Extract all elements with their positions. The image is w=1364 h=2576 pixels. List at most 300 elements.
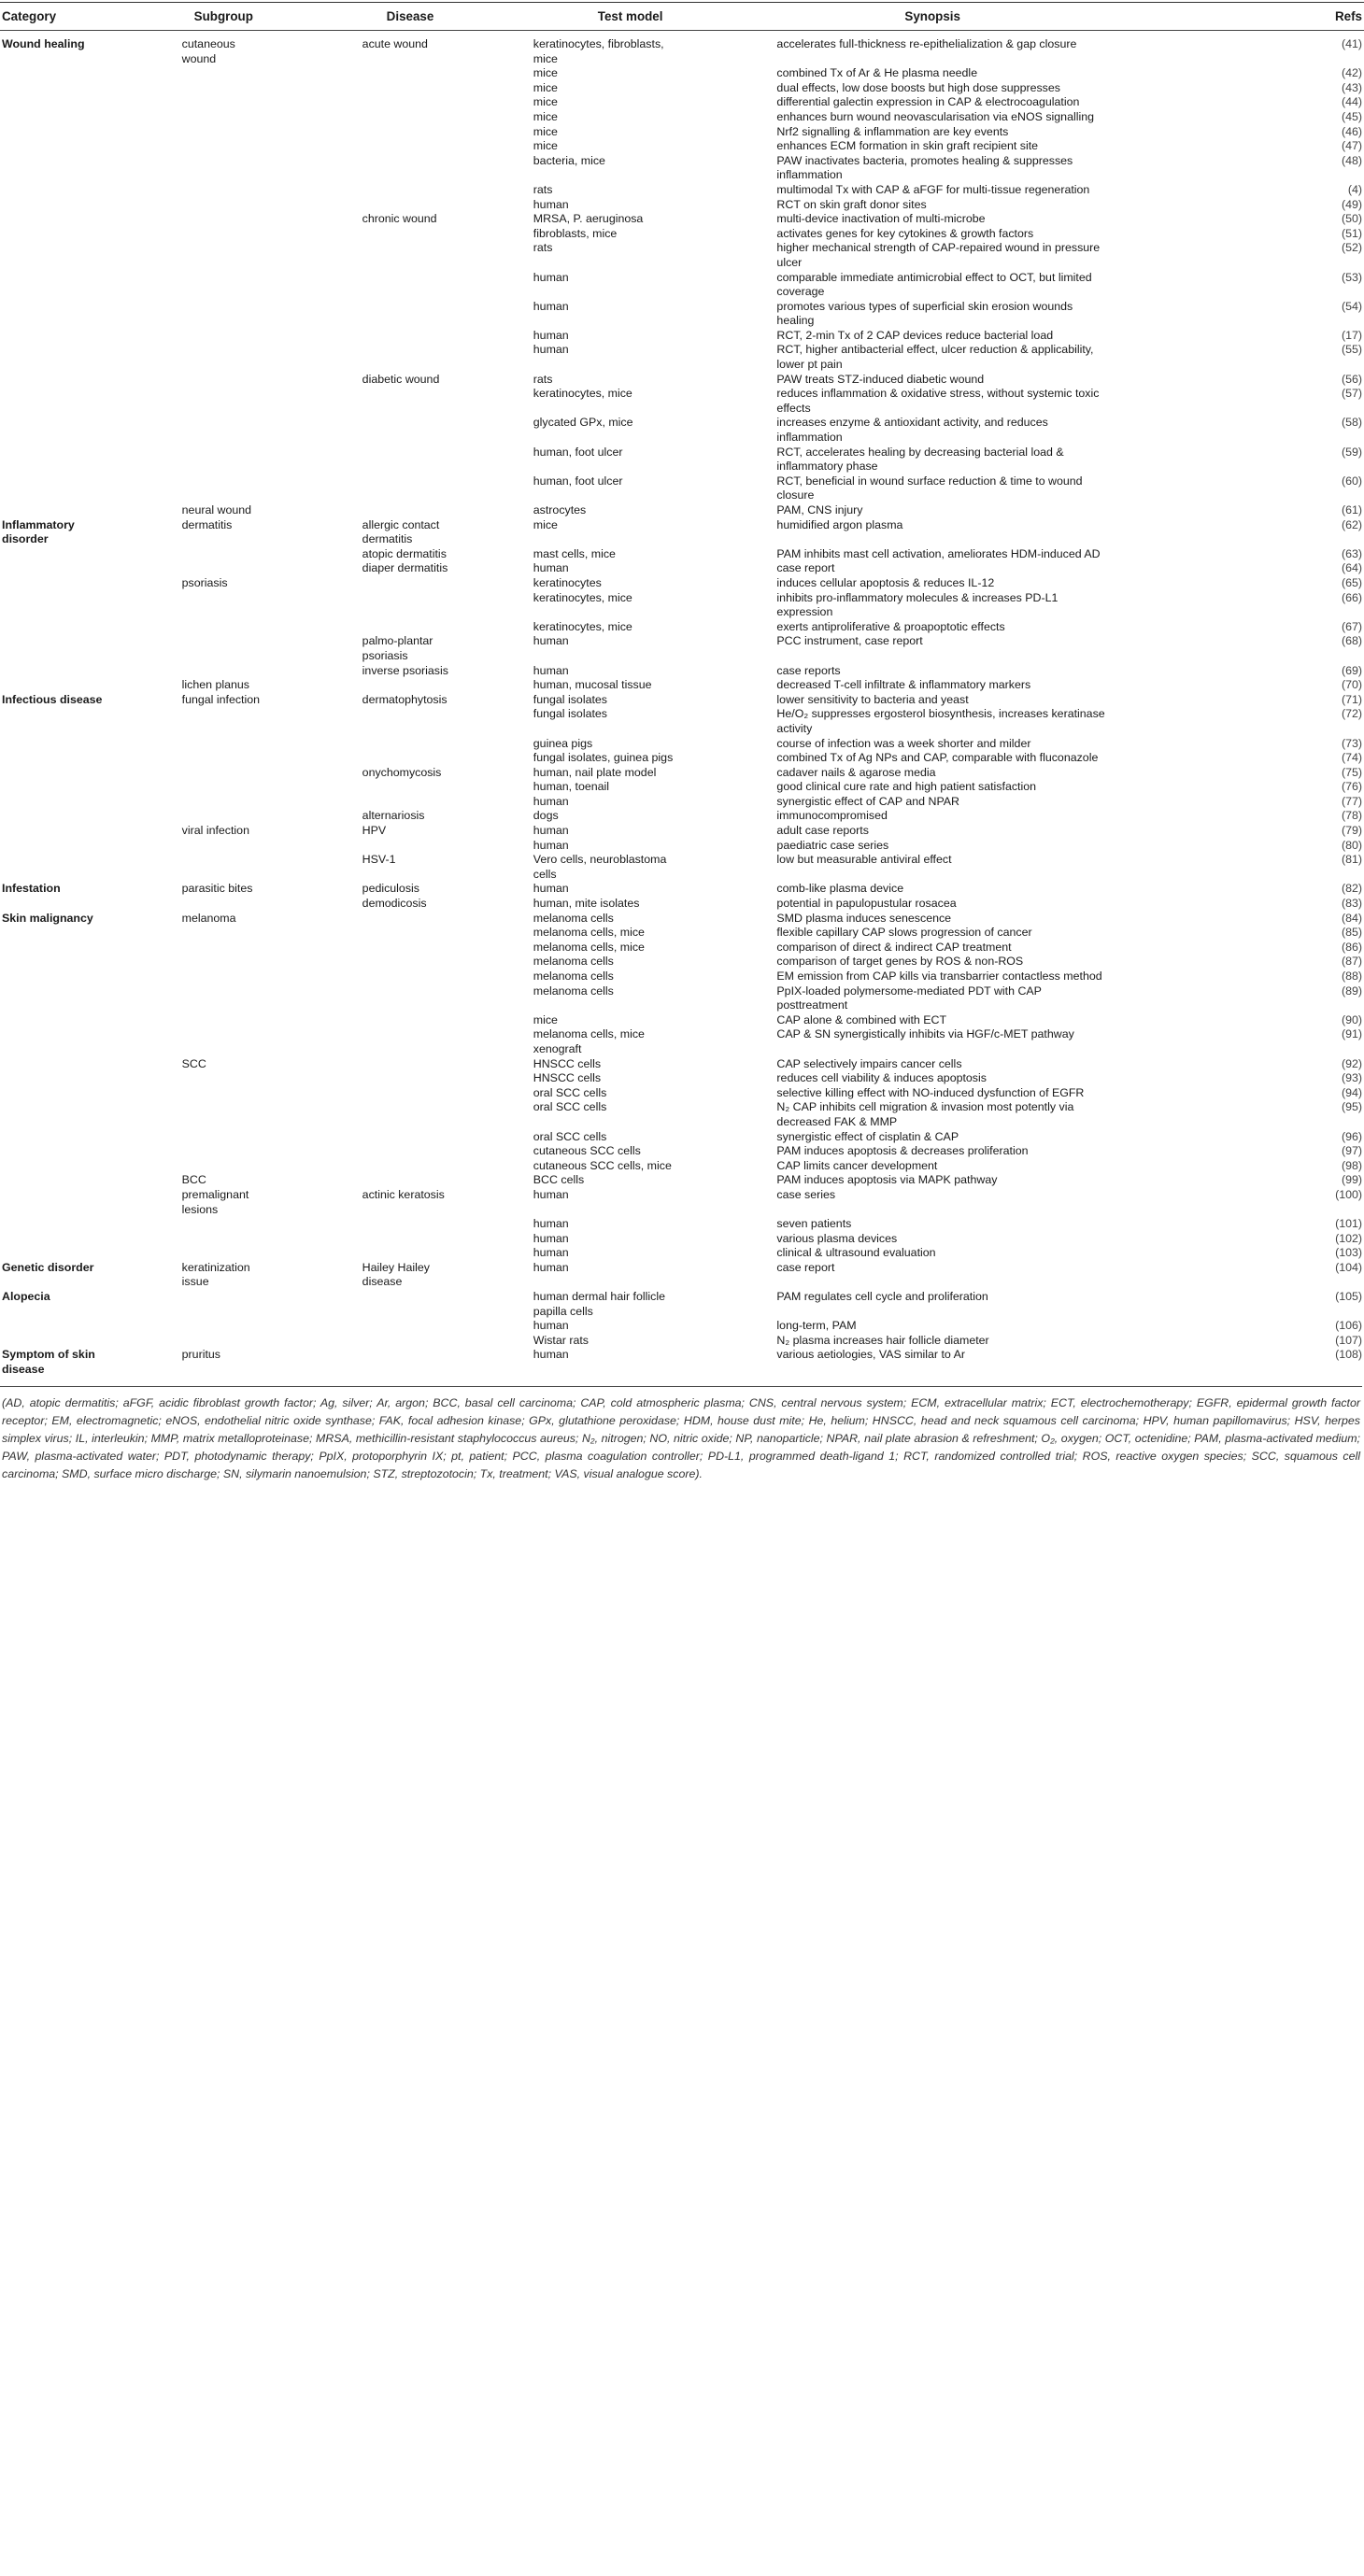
refs-cell: (73) <box>1341 736 1362 750</box>
subgroup-cell: pruritus <box>181 1348 220 1362</box>
table-row <box>0 518 1364 547</box>
refs-cell: (67) <box>1341 619 1362 633</box>
table-row <box>0 824 1364 839</box>
refs-cell: (64) <box>1341 561 1362 575</box>
disease-cell <box>362 941 533 955</box>
subgroup-cell <box>182 707 362 736</box>
test-model-cell: guinea pigs <box>533 736 593 750</box>
subgroup-cell <box>182 809 362 824</box>
synopsis-cell: comparable immediate antimicrobial effect to OCT, but limited coverage <box>776 270 1092 299</box>
test-model-cell: melanoma cells, mice <box>533 940 645 954</box>
category-cell <box>0 678 182 693</box>
subgroup-cell: parasitic bites <box>181 882 253 896</box>
disease-cell <box>362 1130 533 1145</box>
category-cell <box>0 897 182 912</box>
table-row <box>0 343 1364 372</box>
category-cell <box>0 1057 182 1072</box>
disease-cell <box>362 1027 533 1056</box>
subgroup-cell <box>182 1159 362 1174</box>
refs-cell: (93) <box>1341 1071 1362 1085</box>
table-row <box>0 839 1364 854</box>
table-row <box>0 707 1364 736</box>
test-model-cell: melanoma cells <box>533 955 614 969</box>
table-row <box>0 1334 1364 1349</box>
synopsis-cell: increases enzyme & antioxidant activity, and reduces inflammation <box>776 416 1048 445</box>
disease-cell <box>362 1013 533 1028</box>
refs-cell: (54) <box>1341 299 1362 313</box>
subgroup-cell: neural wound <box>181 503 252 517</box>
subgroup-cell <box>182 373 362 388</box>
table-row <box>0 1246 1364 1261</box>
disease-cell <box>362 1290 533 1319</box>
category-cell <box>0 81 182 96</box>
test-model-cell: human <box>533 1187 569 1201</box>
synopsis-cell: case series <box>776 1187 836 1201</box>
category-cell <box>0 373 182 388</box>
test-model-cell: human <box>533 1319 569 1333</box>
refs-cell: (74) <box>1341 751 1362 765</box>
table-row <box>0 1100 1364 1129</box>
synopsis-cell: PAM induces apoptosis & decreases proliferation <box>776 1144 1029 1158</box>
subgroup-cell <box>182 110 362 125</box>
disease-cell <box>362 1348 533 1383</box>
disease-cell: HPV <box>362 824 387 838</box>
test-model-cell: human <box>533 1348 569 1362</box>
disease-cell <box>362 387 533 416</box>
refs-cell: (96) <box>1341 1129 1362 1143</box>
subgroup-cell <box>182 125 362 140</box>
category-cell: Infestation <box>2 882 61 896</box>
table-row <box>0 664 1364 679</box>
synopsis-cell: PCC instrument, case report <box>776 634 923 648</box>
category-cell: Symptom of skin disease <box>2 1348 95 1377</box>
test-model-cell: HNSCC cells <box>533 1056 602 1070</box>
refs-cell: (105) <box>1335 1290 1362 1304</box>
table-row <box>0 387 1364 416</box>
table-row <box>0 474 1364 503</box>
refs-cell: (77) <box>1341 794 1362 808</box>
test-model-cell: fungal isolates <box>533 707 607 721</box>
category-cell <box>0 1144 182 1159</box>
test-model-cell: melanoma cells <box>533 911 614 925</box>
category-cell <box>0 1217 182 1232</box>
refs-cell: (47) <box>1341 139 1362 153</box>
test-model-cell: oral SCC cells <box>533 1085 607 1099</box>
table-row <box>0 31 1364 67</box>
refs-cell: (86) <box>1341 940 1362 954</box>
synopsis-cell: CAP alone & combined with ECT <box>776 1012 947 1026</box>
subgroup-cell <box>182 795 362 810</box>
subgroup-cell <box>182 387 362 416</box>
refs-cell: (46) <box>1341 124 1362 138</box>
subgroup-cell <box>182 1290 362 1319</box>
category-cell <box>0 795 182 810</box>
table-row <box>0 984 1364 1013</box>
table-row <box>0 678 1364 693</box>
subgroup-cell: keratinization issue <box>181 1260 250 1289</box>
subgroup-cell <box>182 1144 362 1159</box>
refs-cell: (70) <box>1341 678 1362 692</box>
synopsis-cell: PAM inhibits mast cell activation, ameliorates HDM-induced AD <box>776 546 1101 560</box>
category-cell <box>0 809 182 824</box>
test-model-cell: human <box>533 882 569 896</box>
test-model-cell: keratinocytes <box>533 575 602 589</box>
synopsis-cell: RCT, higher antibacterial effect, ulcer reduction & applicability, lower pt pain <box>776 343 1094 372</box>
category-cell <box>0 737 182 752</box>
disease-cell <box>362 591 533 620</box>
subgroup-cell <box>182 561 362 576</box>
table-row <box>0 300 1364 329</box>
header-row <box>0 3 1364 31</box>
refs-cell: (63) <box>1341 546 1362 560</box>
subgroup-cell <box>182 139 362 154</box>
table-row <box>0 693 1364 708</box>
refs-cell: (83) <box>1341 897 1362 911</box>
subgroup-cell <box>182 955 362 970</box>
refs-cell: (106) <box>1335 1319 1362 1333</box>
synopsis-cell: exerts antiproliferative & proapoptotic effects <box>776 619 1005 633</box>
table-row <box>0 125 1364 140</box>
test-model-cell: oral SCC cells <box>533 1129 607 1143</box>
subgroup-cell <box>182 591 362 620</box>
synopsis-cell: combined Tx of Ar & He plasma needle <box>776 66 978 80</box>
table-row <box>0 941 1364 955</box>
category-cell <box>0 1027 182 1056</box>
subgroup-cell <box>182 970 362 984</box>
test-model-cell: human <box>533 328 569 342</box>
refs-cell: (85) <box>1341 926 1362 940</box>
test-model-cell: human dermal hair follicle papilla cells <box>533 1290 665 1318</box>
test-model-cell: melanoma cells <box>533 970 614 983</box>
refs-cell: (99) <box>1341 1173 1362 1187</box>
table-row <box>0 561 1364 576</box>
refs-cell: (90) <box>1341 1012 1362 1026</box>
disease-cell: demodicosis <box>362 897 427 911</box>
disease-cell <box>362 737 533 752</box>
disease-cell <box>362 1071 533 1086</box>
disease-cell <box>362 780 533 795</box>
subgroup-cell: premalignant lesions <box>181 1187 249 1216</box>
refs-cell: (59) <box>1341 445 1362 459</box>
refs-cell: (45) <box>1341 109 1362 123</box>
synopsis-cell: PAW treats STZ-induced diabetic wound <box>776 372 985 386</box>
subgroup-cell <box>182 1027 362 1056</box>
refs-cell: (43) <box>1341 80 1362 94</box>
category-cell <box>0 955 182 970</box>
refs-cell: (91) <box>1341 1027 1362 1041</box>
table-row <box>0 1173 1364 1188</box>
disease-cell <box>362 66 533 81</box>
abbreviations-footnote: (AD, atopic dermatitis; aFGF, acidic fibroblast growth factor; Ag, silver; Ar, argon; BCC, basal cell carcinoma; CAP, cold atmospheric plasma; CNS, central nervous system; ECM, extracellular matrix; ECT, electrochemotherapy; EGFR, epidermal growth factor receptor; EM, electromagnetic; eNOS, endothelial nitric oxide synthase; FAK, focal adhesion kinase; GPx, glutathione peroxidase; HDM, house dust mite; He, helium; HNSCC, head and neck squamous cell carcinoma; HPV, human papillomavirus; HSV, herpes simplex virus; IL, interleukin; MMP, matrix metalloproteinase; MRSA, methicillin-resistant staphylococcus aureus; N₂, nitrogen; NO, nitric oxide; NP, nanoparticle; NPAR, nail plate abrasion & refreshment; O₂, oxygen; OCT, octenidine; PAM, plasma-activated medium; PAW, plasma-activated water; PDT, photodynamic therapy; PpIX, protoporphyrin IX; pt, patient; PCC, plasma coagulation controller; PD-L1, programmed death-ligand 1; RCT, randomized controlled trial; ROS, reactive oxygen species; SCC, squamous cell carcinoma; SMD, surface micro discharge; SN, silymarin nanoemulsion; STZ, streptozotocin; Tx, treatment; VAS, visual analogue score). <box>0 1386 1362 1484</box>
subgroup-cell <box>182 66 362 81</box>
subgroup-cell <box>182 329 362 344</box>
test-model-cell: human <box>533 299 569 313</box>
subgroup-cell <box>182 926 362 941</box>
category-cell <box>0 970 182 984</box>
synopsis-cell: reduces inflammation & oxidative stress, without systemic toxic effects <box>776 387 1100 415</box>
table-row <box>0 271 1364 300</box>
disease-cell: palmo-plantar psoriasis <box>362 634 433 662</box>
category-cell <box>0 125 182 140</box>
test-model-cell: Wistar rats <box>533 1333 589 1347</box>
category-cell <box>0 926 182 941</box>
test-model-cell: fibroblasts, mice <box>533 226 618 240</box>
test-model-cell: dogs <box>533 809 559 823</box>
refs-cell: (95) <box>1341 1100 1362 1114</box>
synopsis-cell: potential in papulopustular rosacea <box>776 897 957 911</box>
test-model-cell: mice <box>533 109 558 123</box>
table-row <box>0 110 1364 125</box>
test-model-cell: human, mite isolates <box>533 897 640 911</box>
category-cell <box>0 634 182 663</box>
subgroup-cell <box>182 241 362 270</box>
synopsis-cell: N₂ plasma increases hair follicle diameter <box>776 1333 989 1347</box>
table-row <box>0 882 1364 897</box>
synopsis-cell: case reports <box>776 663 841 677</box>
test-model-cell: human, toenail <box>533 780 610 794</box>
disease-cell <box>362 271 533 300</box>
category-cell <box>0 416 182 445</box>
subgroup-cell <box>182 154 362 183</box>
disease-cell <box>362 183 533 198</box>
test-model-cell: cutaneous SCC cells, mice <box>533 1158 672 1172</box>
test-model-cell: keratinocytes, mice <box>533 619 632 633</box>
synopsis-cell: various plasma devices <box>776 1231 898 1245</box>
disease-cell: pediculosis <box>362 882 419 896</box>
table-row <box>0 1013 1364 1028</box>
test-model-cell: HNSCC cells <box>533 1071 602 1085</box>
category-cell <box>0 212 182 227</box>
category-cell <box>0 561 182 576</box>
test-model-cell: keratinocytes, fibroblasts, mice <box>533 37 664 65</box>
table-row <box>0 1232 1364 1247</box>
subgroup-cell <box>182 1334 362 1349</box>
table-row <box>0 751 1364 766</box>
disease-cell <box>362 984 533 1013</box>
disease-cell: dermatophytosis <box>362 692 448 706</box>
test-model-cell: human <box>533 794 569 808</box>
synopsis-cell: case report <box>776 1260 835 1274</box>
test-model-cell: human <box>533 824 569 838</box>
table-row <box>0 329 1364 344</box>
refs-cell: (79) <box>1341 824 1362 838</box>
subgroup-cell <box>182 1071 362 1086</box>
disease-cell <box>362 1334 533 1349</box>
refs-cell: (101) <box>1335 1217 1362 1231</box>
category-cell <box>0 591 182 620</box>
refs-cell: (94) <box>1341 1085 1362 1099</box>
synopsis-cell: CAP & SN synergistically inhibits via HGF/c-MET pathway <box>776 1027 1074 1041</box>
disease-cell <box>362 620 533 635</box>
test-model-cell: human <box>533 1217 569 1231</box>
synopsis-cell: CAP selectively impairs cancer cells <box>776 1056 962 1070</box>
disease-cell <box>362 678 533 693</box>
table-row <box>0 970 1364 984</box>
disease-cell <box>362 503 533 518</box>
category-cell <box>0 271 182 300</box>
category-cell <box>0 1086 182 1101</box>
synopsis-cell: RCT on skin graft donor sites <box>776 197 927 211</box>
test-model-cell: human <box>533 1231 569 1245</box>
disease-cell <box>362 110 533 125</box>
disease-cell: HSV-1 <box>362 853 396 867</box>
synopsis-cell: good clinical cure rate and high patient satisfaction <box>776 780 1037 794</box>
table-row <box>0 183 1364 198</box>
test-model-cell: human <box>533 663 569 677</box>
test-model-cell: melanoma cells, mice <box>533 926 645 940</box>
disease-cell <box>362 839 533 854</box>
synopsis-cell: paediatric case series <box>776 838 889 852</box>
category-cell <box>0 1319 182 1334</box>
table-row <box>0 1261 1364 1290</box>
subgroup-cell <box>182 1013 362 1028</box>
disease-cell <box>362 1159 533 1174</box>
category-cell <box>0 751 182 766</box>
test-model-cell: human, mucosal tissue <box>533 678 652 692</box>
refs-cell: (68) <box>1341 634 1362 648</box>
disease-cell: inverse psoriasis <box>362 663 448 677</box>
synopsis-cell: reduces cell viability & induces apoptosis <box>776 1071 987 1085</box>
category-cell <box>0 1232 182 1247</box>
refs-cell: (102) <box>1335 1231 1362 1245</box>
refs-cell: (44) <box>1341 95 1362 109</box>
refs-cell: (80) <box>1341 838 1362 852</box>
subgroup-cell <box>182 1232 362 1247</box>
test-model-cell: mice <box>533 517 558 531</box>
category-cell <box>0 1013 182 1028</box>
refs-cell: (66) <box>1341 590 1362 604</box>
disease-cell: atopic dermatitis <box>362 546 447 560</box>
synopsis-cell: PAW inactivates bacteria, promotes healing & suppresses inflammation <box>776 153 1073 182</box>
synopsis-cell: cadaver nails & agarose media <box>776 765 936 779</box>
table-row <box>0 634 1364 663</box>
refs-cell: (100) <box>1335 1187 1362 1201</box>
category-cell <box>0 853 182 882</box>
results-table <box>0 2 1364 1384</box>
category-cell <box>0 620 182 635</box>
category-cell: Infectious disease <box>2 692 103 706</box>
disease-cell <box>362 926 533 941</box>
synopsis-cell: various aetiologies, VAS similar to Ar <box>776 1348 965 1362</box>
test-model-cell: human <box>533 634 569 648</box>
subgroup-cell <box>182 474 362 503</box>
disease-cell <box>362 751 533 766</box>
synopsis-cell: PAM regulates cell cycle and proliferation <box>776 1290 988 1304</box>
refs-cell: (55) <box>1341 343 1362 357</box>
synopsis-cell: RCT, accelerates healing by decreasing bacterial load & inflammatory phase <box>776 445 1064 474</box>
disease-cell <box>362 1173 533 1188</box>
category-cell <box>0 1130 182 1145</box>
disease-cell <box>362 1246 533 1261</box>
table-row <box>0 547 1364 562</box>
synopsis-cell: immunocompromised <box>776 809 888 823</box>
refs-cell: (103) <box>1335 1246 1362 1260</box>
synopsis-cell: N₂ CAP inhibits cell migration & invasion most potently via decreased FAK & MMP <box>776 1100 1074 1128</box>
category-cell <box>0 183 182 198</box>
category-cell <box>0 95 182 110</box>
table-row <box>0 241 1364 270</box>
refs-cell: (60) <box>1341 474 1362 488</box>
table-row <box>0 1086 1364 1101</box>
test-model-cell: keratinocytes, mice <box>533 590 632 604</box>
table-body <box>0 31 1364 1384</box>
test-model-cell: rats <box>533 241 553 255</box>
category-cell <box>0 1159 182 1174</box>
category-cell <box>0 839 182 854</box>
subgroup-cell <box>182 1130 362 1145</box>
disease-cell <box>362 154 533 183</box>
refs-cell: (42) <box>1341 66 1362 80</box>
table-row <box>0 1057 1364 1072</box>
test-model-cell: rats <box>533 372 553 386</box>
subgroup-cell <box>182 620 362 635</box>
disease-cell <box>362 707 533 736</box>
test-model-cell: rats <box>533 182 553 196</box>
refs-cell: (107) <box>1335 1333 1362 1347</box>
table-row <box>0 1188 1364 1217</box>
test-model-cell: bacteria, mice <box>533 153 605 167</box>
table-row <box>0 1319 1364 1334</box>
category-cell <box>0 387 182 416</box>
disease-cell <box>362 795 533 810</box>
test-model-cell: human <box>533 270 569 284</box>
table-row <box>0 620 1364 635</box>
refs-cell: (87) <box>1341 955 1362 969</box>
synopsis-cell: comparison of direct & indirect CAP treatment <box>776 940 1012 954</box>
disease-cell <box>362 970 533 984</box>
test-model-cell: mast cells, mice <box>533 546 616 560</box>
synopsis-cell: case report <box>776 561 835 575</box>
subgroup-cell <box>182 81 362 96</box>
synopsis-cell: flexible capillary CAP slows progression of cancer <box>776 926 1032 940</box>
test-model-cell: melanoma cells <box>533 984 614 998</box>
test-model-cell: BCC cells <box>533 1173 585 1187</box>
category-cell <box>0 780 182 795</box>
table-row <box>0 1217 1364 1232</box>
table-row <box>0 809 1364 824</box>
test-model-cell: mice <box>533 66 558 80</box>
disease-cell <box>362 1100 533 1129</box>
header-category: Category <box>0 3 182 31</box>
synopsis-cell: promotes various types of superficial skin erosion wounds healing <box>776 299 1073 328</box>
disease-cell <box>362 300 533 329</box>
synopsis-cell: synergistic effect of cisplatin & CAP <box>776 1129 959 1143</box>
table-row <box>0 212 1364 227</box>
category-cell: Alopecia <box>2 1290 50 1304</box>
subgroup-cell <box>182 1100 362 1129</box>
category-cell <box>0 547 182 562</box>
header-synopsis: Synopsis <box>776 3 1315 31</box>
synopsis-cell: higher mechanical strength of CAP-repaired wound in pressure ulcer <box>776 241 1101 269</box>
synopsis-cell: course of infection was a week shorter and milder <box>776 736 1031 750</box>
disease-cell <box>362 446 533 474</box>
refs-cell: (61) <box>1341 503 1362 517</box>
category-cell <box>0 766 182 781</box>
refs-cell: (108) <box>1335 1348 1362 1362</box>
disease-cell <box>362 416 533 445</box>
subgroup-cell <box>182 839 362 854</box>
table-row <box>0 1144 1364 1159</box>
table-row <box>0 154 1364 183</box>
disease-cell <box>362 1232 533 1247</box>
table-row <box>0 780 1364 795</box>
category-cell: Wound healing <box>2 37 85 50</box>
table-row <box>0 373 1364 388</box>
table-row <box>0 1290 1364 1319</box>
table-row <box>0 912 1364 927</box>
category-cell <box>0 1071 182 1086</box>
test-model-cell: fungal isolates <box>533 692 607 706</box>
